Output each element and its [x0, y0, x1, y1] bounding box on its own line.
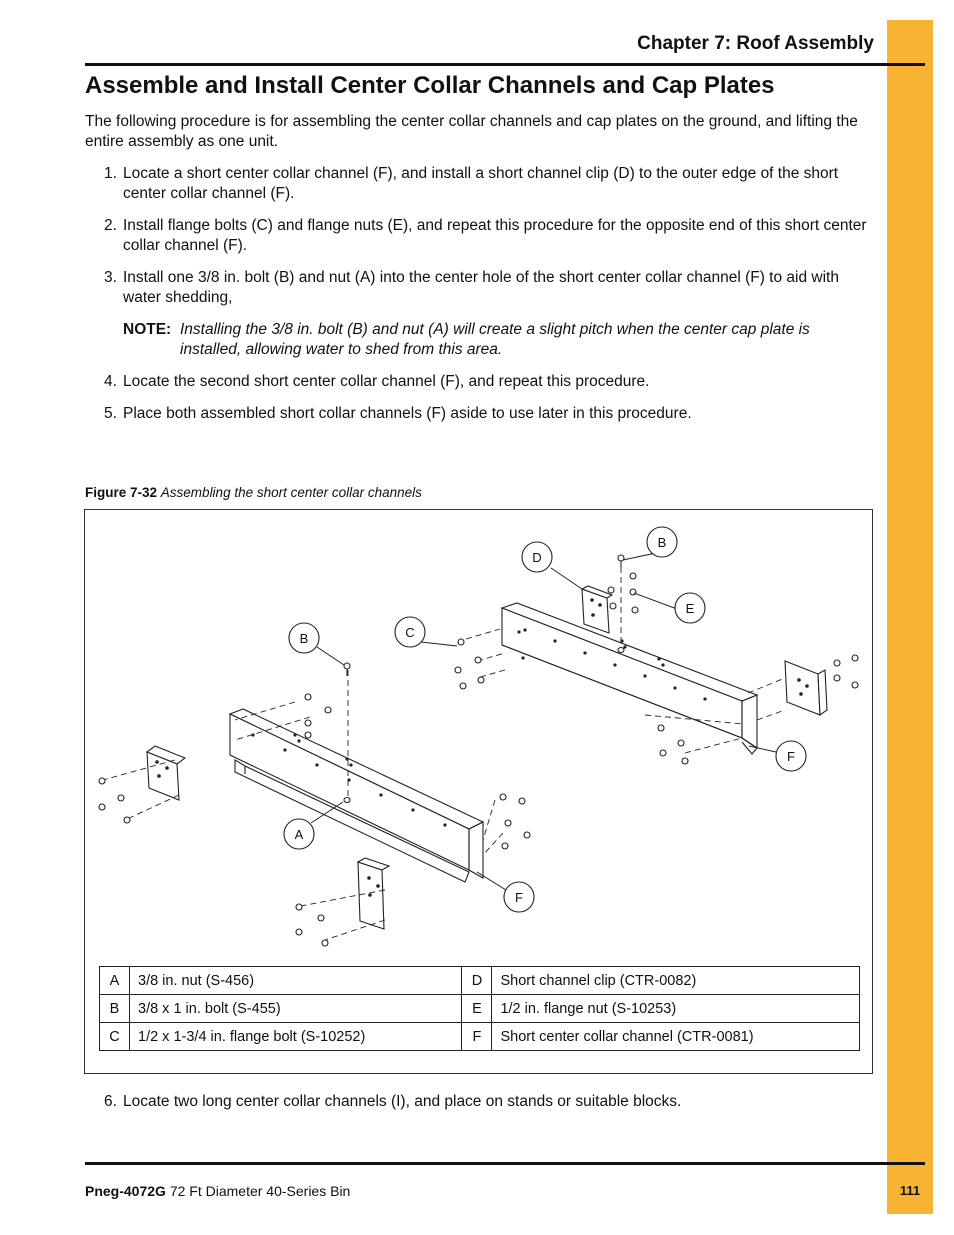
- parts-table: [99, 966, 860, 1051]
- part-description: Short center collar channel (CTR-0081): [492, 1023, 860, 1051]
- clip-left-lower: [358, 858, 389, 929]
- note-label: NOTE:: [123, 321, 172, 338]
- figure-box: [84, 509, 873, 1074]
- step-number: 4.: [104, 373, 117, 390]
- callout-a: A: [294, 827, 304, 842]
- table-row: [100, 1023, 860, 1051]
- callout-d: D: [532, 550, 542, 565]
- channel-right: [502, 603, 757, 754]
- figure-label: Figure 7-32: [85, 485, 158, 500]
- footer: [85, 1183, 350, 1199]
- part-code: F: [462, 1023, 492, 1051]
- callout-b-lower: B: [299, 631, 309, 646]
- step-number: 5.: [104, 405, 117, 422]
- part-description: 1/2 x 1-3/4 in. flange bolt (S-10252): [130, 1023, 462, 1051]
- part-code: C: [100, 1023, 130, 1051]
- step-text: Install one 3/8 in. bolt (B) and nut (A) into the center hole of the short center collar channel (F) to aid with water shedding,: [123, 269, 839, 306]
- clip-right-end: [785, 661, 827, 715]
- clip-left-end: [147, 746, 185, 800]
- intro-paragraph: The following procedure is for assembling the center collar channels and cap plates on the ground, and lifting the entire assembly as one unit.: [85, 113, 858, 150]
- callout-b-upper: B: [657, 535, 667, 550]
- chapter-heading: Chapter 7: Roof Assembly: [637, 33, 874, 54]
- step-item: [104, 216, 874, 256]
- callout-f-right: F: [787, 749, 795, 764]
- part-code: B: [100, 995, 130, 1023]
- note-text: Installing the 3/8 in. bolt (B) and nut (A) will create a slight pitch when the center cap plate is installed, allowing water to shed from this area.: [180, 321, 810, 358]
- part-description: Short channel clip (CTR-0082): [492, 967, 860, 995]
- step-text: Locate two long center collar channels (I), and place on stands or suitable blocks.: [123, 1093, 682, 1110]
- table-row: [100, 995, 860, 1023]
- header-rule: [85, 63, 925, 66]
- callout-f-left: F: [515, 890, 523, 905]
- step-number: 6.: [104, 1093, 117, 1110]
- table-row: [100, 967, 860, 995]
- step-text: Locate the second short center collar channel (F), and repeat this procedure.: [123, 373, 650, 390]
- chapter-side-tab: [887, 20, 933, 1214]
- channel-left: [230, 709, 483, 882]
- step-number: 1.: [104, 165, 117, 182]
- callout-c: C: [405, 625, 415, 640]
- step-text: Locate a short center collar channel (F), and install a short channel clip (D) to the outer edge of the short center collar channel (F).: [123, 165, 839, 202]
- note-block: [123, 320, 874, 360]
- callout-e: E: [685, 601, 695, 616]
- step-text: Install flange bolts (C) and flange nuts (E), and repeat this procedure for the opposite end of this short center collar channel (F).: [123, 217, 867, 254]
- step-number: 3.: [104, 269, 117, 286]
- figure-caption: [85, 485, 422, 500]
- part-description: 3/8 in. nut (S-456): [130, 967, 462, 995]
- footer-rule: [85, 1162, 925, 1165]
- procedure-steps: [104, 164, 874, 436]
- step-item: [104, 1092, 874, 1112]
- doc-title: 72 Ft Diameter 40-Series Bin: [169, 1183, 351, 1199]
- clip-d-upper: [582, 586, 612, 633]
- page-number: 111: [899, 1183, 921, 1198]
- assembly-drawing: [85, 510, 872, 960]
- step-text: Place both assembled short collar channels (F) aside to use later in this procedure.: [123, 405, 692, 422]
- step-item: [104, 268, 874, 308]
- figure-caption-text: Assembling the short center collar channels: [160, 485, 422, 500]
- part-description: 1/2 in. flange nut (S-10253): [492, 995, 860, 1023]
- doc-id: Pneg-4072G: [85, 1183, 166, 1199]
- page-title: Assemble and Install Center Collar Channels and Cap Plates: [85, 72, 775, 99]
- step-item: [104, 164, 874, 204]
- step-number: 2.: [104, 217, 117, 234]
- part-code: D: [462, 967, 492, 995]
- part-code: A: [100, 967, 130, 995]
- part-code: E: [462, 995, 492, 1023]
- step-item: [104, 404, 874, 424]
- step-item: [104, 372, 874, 392]
- part-description: 3/8 x 1 in. bolt (S-455): [130, 995, 462, 1023]
